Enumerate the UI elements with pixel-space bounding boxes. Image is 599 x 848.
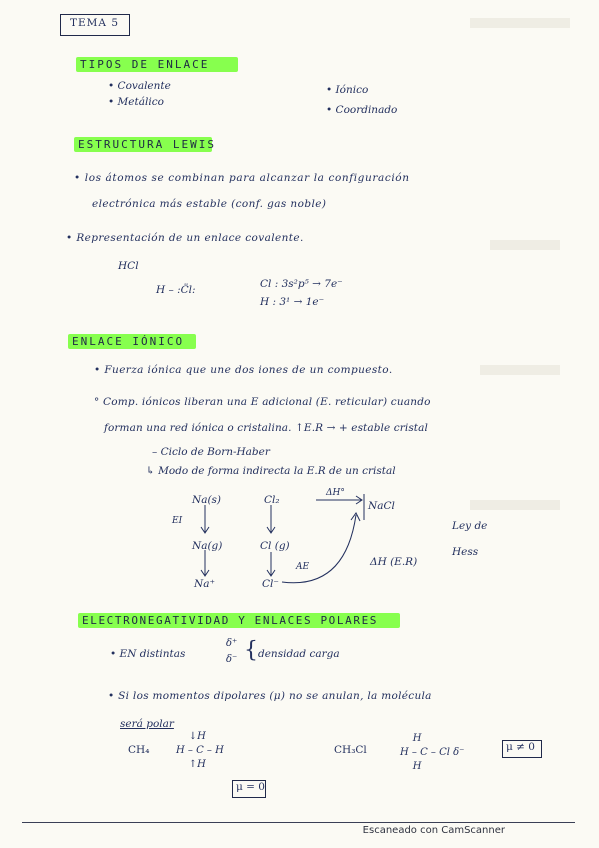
item-covalente-text: Covalente [117,80,171,92]
ch4-structure: ↓H H – C – H ↑H [176,731,224,770]
ch3cl-mu: μ ≠ 0 [506,741,535,753]
electro-p1: • EN distintas [110,648,186,660]
ch4-mu: μ = 0 [236,781,265,793]
item-coordinado: • Coordinado [326,104,398,116]
brace-densidad: { [244,638,258,663]
ch4-label: CH₄ [128,744,150,756]
delta-minus: δ⁻ [226,654,238,665]
ch3cl-structure: H H – C – Cl δ⁻ H [400,733,465,772]
ionico-p1: • Fuerza iónica que une dos iones de un compuesto. [94,364,393,376]
item-metalico-text: Metálico [117,96,164,108]
bh-er: ΔH (E.R) [370,556,418,568]
ionico-sub2: ↳ Modo de forma indirecta la E.R de un cristal [146,465,396,477]
electro-p1-text: EN distintas [119,648,186,660]
item-metalico: • Metálico [108,96,164,108]
bh-dh: ΔH° [326,488,345,498]
bh-cl-minus: Cl⁻ [262,578,279,590]
lewis-p1-line2: electrónica más estable (conf. gas noble) [92,198,327,210]
lewis-h-conf: H : 3¹ → 1e⁻ [260,296,325,308]
footer-rule [22,822,575,823]
ionico-p2-line1-text: Comp. iónicos liberan una E adicional (E. reticular) cuando [103,396,431,408]
bh-cl-g: Cl (g) [260,540,290,552]
delta-plus: δ⁺ [226,638,238,649]
bh-ei: EI [172,516,183,526]
electro-p2-line1: • Si los momentos dipolares (μ) no se anulan, la molécula [108,690,432,702]
lewis-h-eq: H – :C̈l: [156,284,196,296]
ionico-p1-text: Fuerza iónica que une dos iones de un compuesto. [104,364,393,376]
ley-de: Ley de [452,520,488,532]
lewis-p1-line1: • los átomos se combinan para alcanzar la configuración [74,172,410,184]
bh-na-plus: Na⁺ [194,578,215,590]
camscanner-footer: Escaneado con CamScanner [362,825,505,836]
ley-hess: Hess [452,546,479,558]
heading-electronegatividad: ELECTRONEGATIVIDAD Y ENLACES POLARES [82,614,379,627]
lewis-cl-conf: Cl : 3s²p⁵ → 7e⁻ [260,278,343,290]
ionico-p2-line2: forman una red iónica o cristalina. ↑E.R → + estable cristal [104,422,428,434]
bh-nacl: NaCl [368,500,395,512]
heading-estructura-lewis: ESTRUCTURA LEWIS [78,138,216,151]
heading-tipos-enlace: TIPOS DE ENLACE [80,58,210,71]
electro-densidad: densidad carga [258,648,340,660]
ionico-p2-line1: ° Comp. iónicos liberan una E adicional (E. reticular) cuando [94,396,431,408]
ch3cl-label: CH₃Cl [334,744,367,756]
item-covalente: • Covalente [108,80,171,92]
bh-curve [282,515,356,583]
item-coordinado-text: Coordinado [335,104,398,116]
electro-p2-line2: será polar [120,718,174,730]
lewis-hcl: HCl [118,260,139,272]
ionico-sub1: – Ciclo de Born-Haber [152,446,270,458]
bh-na-g: Na(g) [192,540,223,552]
bh-ae: AE [296,562,310,572]
item-ionico: • Iónico [326,84,369,96]
lewis-p2: • Representación de un enlace covalente. [66,232,304,244]
page-title: TEMA 5 [70,17,120,29]
item-ionico-text: Iónico [335,84,369,96]
bh-na-s: Na(s) [192,494,222,506]
heading-enlace-ionico: ENLACE IÓNICO [72,335,185,348]
bh-cl2: Cl₂ [264,494,280,506]
